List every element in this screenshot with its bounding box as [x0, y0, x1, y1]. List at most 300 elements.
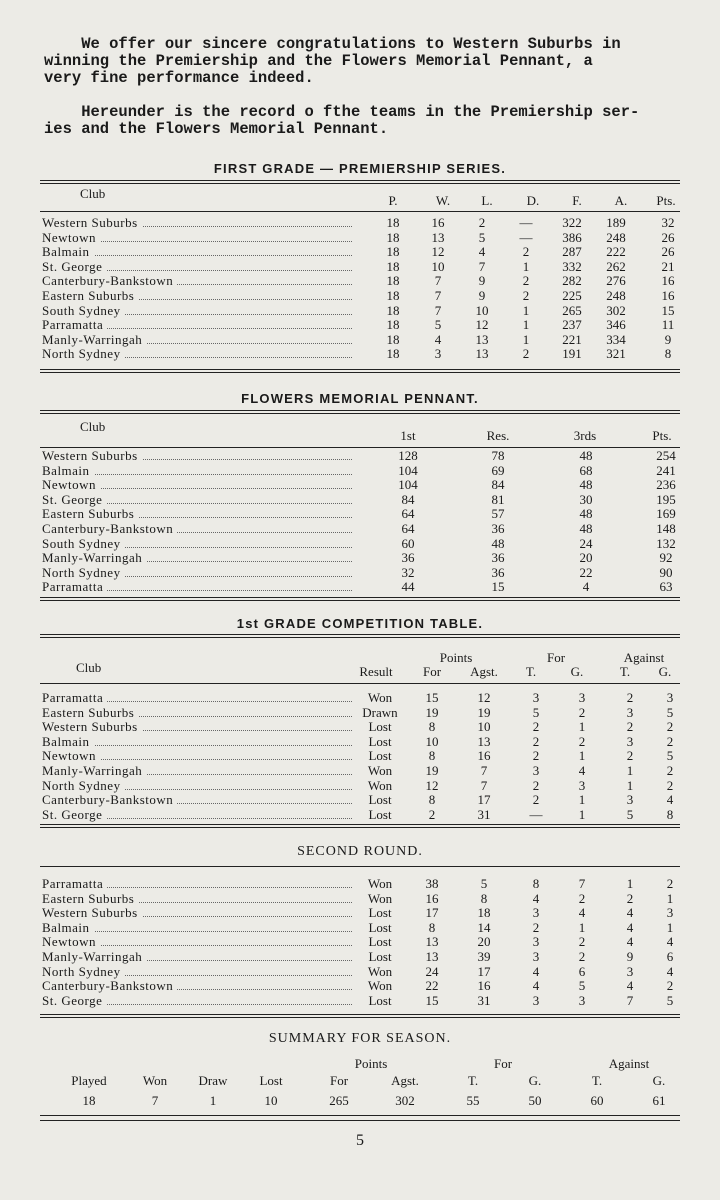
table-cell: 22	[425, 978, 439, 994]
club-name: Canterbury-Bankstown	[42, 275, 177, 287]
table-cell: 21	[661, 258, 675, 274]
table-cell: 12	[431, 244, 445, 260]
table-cell: 10	[475, 302, 489, 318]
table-cell: 3	[626, 963, 634, 979]
table-row	[42, 951, 682, 963]
club-name: Parramatta	[42, 581, 107, 593]
divider	[40, 1014, 680, 1018]
table-row	[42, 258, 682, 274]
club-name: Parramatta	[42, 692, 107, 704]
table-cell: 12	[477, 690, 491, 705]
intro-line: ies and the Flowers Memorial Pennant.	[44, 120, 389, 138]
table-cell: 36	[491, 550, 505, 566]
club-name: South Sydney	[42, 305, 125, 317]
summary-header: Agst.	[391, 1073, 419, 1088]
table-cell: 2	[522, 273, 530, 289]
table-row	[42, 302, 682, 318]
table-cell: 322	[562, 215, 582, 230]
table-cell: 16	[661, 273, 675, 289]
table-row	[42, 246, 682, 258]
table-cell: 15	[491, 579, 505, 595]
table-cell: 2	[666, 978, 674, 994]
divider	[40, 180, 680, 184]
table-row	[42, 348, 682, 360]
table-cell: 12	[425, 777, 439, 793]
table-cell: 11	[661, 317, 675, 333]
table-row	[42, 331, 682, 347]
table-row	[42, 535, 682, 551]
table-cell: 22	[579, 564, 593, 580]
table-cell: 3	[666, 690, 674, 705]
table-row	[42, 581, 682, 593]
table-cell: 104	[398, 462, 418, 478]
table-cell: 38	[425, 876, 439, 891]
table-cell: 18	[386, 258, 400, 274]
table-cell: 5	[666, 748, 674, 764]
summary-value: 50	[528, 1093, 542, 1108]
table-row	[42, 750, 682, 762]
table-cell: 36	[491, 564, 505, 580]
club-name: Manly-Warringah	[42, 552, 146, 564]
divider	[40, 634, 680, 638]
divider	[40, 866, 680, 867]
club-name: Western Suburbs	[42, 721, 142, 733]
club-name: North Sydney	[42, 966, 125, 978]
table-cell: 8	[666, 806, 674, 822]
table-cell: 9	[626, 949, 634, 964]
table-cell: Drawn	[362, 704, 398, 720]
table-cell: 2	[522, 244, 530, 260]
table-row	[42, 963, 682, 979]
table-cell: 9	[664, 331, 672, 347]
table-cell: 2	[666, 777, 674, 793]
table-cell: 221	[562, 331, 582, 347]
table-cell: 9	[478, 273, 486, 289]
table-cell: 148	[656, 521, 676, 536]
table-cell: 265	[562, 302, 582, 318]
divider	[40, 824, 680, 828]
table-cell: 18	[386, 229, 400, 245]
table-cell: 57	[491, 506, 505, 522]
table-cell: 4	[532, 890, 540, 906]
table-cell: 26	[661, 244, 675, 260]
club-name: Eastern Suburbs	[42, 290, 138, 302]
club-name: Canterbury-Bankstown	[42, 980, 177, 992]
table-cell: 104	[398, 477, 418, 493]
table-row	[42, 936, 682, 948]
club-name: Western Suburbs	[42, 217, 142, 229]
club-name: St. George	[42, 494, 106, 506]
table-cell: 19	[425, 704, 439, 720]
table-cell: 2	[626, 748, 634, 764]
table-cell: Lost	[368, 719, 392, 735]
table-cell: 92	[659, 550, 673, 566]
table-row	[42, 491, 682, 507]
table-cell: 254	[656, 448, 676, 463]
divider	[40, 683, 680, 684]
club-name: Newtown	[42, 750, 100, 762]
table-cell: 13	[477, 733, 491, 749]
divider	[40, 597, 680, 601]
table-cell: 225	[562, 288, 582, 303]
summary-header: G.	[528, 1073, 542, 1088]
table-cell: Won	[367, 763, 393, 778]
table-cell: 19	[425, 763, 439, 778]
table-cell: 2	[532, 733, 540, 749]
table-cell: 1	[522, 302, 530, 318]
summary-value: 10	[264, 1093, 278, 1108]
table-cell: 4	[666, 792, 674, 808]
table-cell: 18	[477, 905, 491, 921]
table-cell: 15	[425, 992, 439, 1008]
club-name: Eastern Suburbs	[42, 508, 138, 520]
table-cell: Won	[367, 876, 393, 891]
table-cell: 2	[626, 690, 634, 705]
header-points-against: Agst.	[470, 664, 498, 679]
table-cell: 2	[666, 876, 674, 891]
club-name: Parramatta	[42, 319, 107, 331]
table-row	[42, 523, 682, 535]
table-cell: 1	[578, 919, 586, 935]
divider	[40, 1120, 680, 1121]
group-header-for: For	[546, 650, 566, 665]
table-cell: 3	[532, 934, 540, 950]
table-cell: 2	[522, 346, 530, 362]
table-cell: 248	[606, 288, 626, 303]
intro-paragraph-1	[44, 36, 684, 87]
table-cell: 237	[562, 317, 582, 333]
table-cell: 6	[666, 949, 674, 964]
table-cell: 1	[626, 876, 634, 891]
group-header-points: Points	[439, 650, 473, 665]
table-cell: 3	[578, 690, 586, 705]
second-round-title: SECOND ROUND.	[297, 844, 423, 859]
table-cell: Lost	[368, 934, 392, 950]
table-cell: 7	[434, 288, 442, 303]
table-row	[42, 919, 682, 935]
table-cell: 20	[477, 934, 491, 950]
table-cell: 18	[386, 331, 400, 347]
header-for-goals: G.	[570, 664, 584, 679]
table-cell: 24	[425, 963, 439, 979]
table-row	[42, 229, 682, 245]
intro-line: winning the Premiership and the Flowers Memorial Pennant, a	[44, 52, 593, 70]
table-cell: 48	[579, 477, 593, 493]
table-row	[42, 564, 682, 580]
table-cell: 8	[480, 890, 488, 906]
table-cell: 13	[475, 331, 489, 347]
table-cell: Lost	[368, 792, 392, 808]
header-lost: L.	[481, 193, 493, 208]
header-club: Club	[80, 186, 106, 201]
club-name: St. George	[42, 995, 106, 1007]
divider	[40, 1115, 680, 1116]
table-cell: 14	[477, 919, 491, 935]
club-name: Balmain	[42, 465, 94, 477]
table-cell: 7	[480, 763, 488, 778]
table-cell: 2	[666, 733, 674, 749]
header-for-tries: T.	[525, 664, 537, 679]
club-name: Manly-Warringah	[42, 765, 146, 777]
table-cell: 191	[562, 346, 582, 362]
table-cell: 18	[386, 302, 400, 318]
table-cell: 3	[532, 992, 540, 1008]
table-cell: 8	[664, 346, 672, 362]
club-name: Manly-Warringah	[42, 951, 146, 963]
summary-header: Lost	[259, 1073, 283, 1088]
summary-value: 18	[82, 1093, 96, 1108]
table-cell: 44	[401, 579, 415, 595]
header-for: F.	[572, 193, 582, 208]
table-cell: Won	[367, 777, 393, 793]
table-row	[42, 319, 682, 331]
table-cell: —	[519, 229, 533, 245]
table-cell: 2	[532, 719, 540, 735]
table-cell: 3	[532, 949, 540, 964]
table-cell: Lost	[368, 919, 392, 935]
table-cell: 4	[666, 934, 674, 950]
table-cell: 48	[579, 521, 593, 536]
table-cell: 302	[606, 302, 626, 318]
table-cell: 18	[386, 317, 400, 333]
table-cell: 7	[434, 273, 442, 289]
intro-paragraph-2	[44, 104, 684, 138]
table-cell: 10	[431, 258, 445, 274]
table-cell: Won	[367, 890, 393, 906]
group-header-against: Against	[623, 650, 665, 665]
club-name: Eastern Suburbs	[42, 707, 138, 719]
table-cell: 5	[666, 992, 674, 1008]
table-cell: 1	[626, 763, 634, 778]
table-cell: 4	[626, 934, 634, 950]
header-result: Result	[359, 664, 393, 679]
club-name: Manly-Warringah	[42, 334, 146, 346]
table-cell: 81	[491, 491, 505, 507]
table-cell: 18	[386, 346, 400, 362]
table-cell: 222	[606, 244, 626, 260]
table-cell: 346	[606, 317, 626, 333]
table-cell: 4	[532, 963, 540, 979]
summary-header: T.	[467, 1073, 479, 1088]
header-against-tries: T.	[619, 664, 631, 679]
header-won: W.	[435, 193, 451, 208]
table-row	[42, 890, 682, 906]
table-cell: 60	[401, 535, 415, 551]
table-cell: 17	[477, 792, 491, 808]
table-cell: Lost	[368, 905, 392, 921]
table-cell: 334	[606, 331, 626, 347]
table-cell: 3	[578, 992, 586, 1008]
table-row	[42, 806, 682, 822]
table-cell: 4	[626, 905, 634, 921]
table-cell: 169	[656, 506, 676, 522]
summary-value: 55	[466, 1093, 480, 1108]
header-played: P.	[388, 193, 398, 208]
table-cell: 7	[480, 777, 488, 793]
table-row	[42, 980, 682, 992]
table-cell: 6	[578, 963, 586, 979]
table-cell: 10	[425, 733, 439, 749]
table-cell: 4	[434, 331, 442, 347]
table-cell: 3	[532, 763, 540, 778]
page-number: 5	[356, 1132, 364, 1149]
table-cell: 20	[579, 550, 593, 566]
table-cell: 18	[386, 288, 400, 303]
table-cell: 16	[431, 215, 445, 230]
club-name: Eastern Suburbs	[42, 893, 138, 905]
table-cell: 7	[478, 258, 486, 274]
table-cell: 2	[522, 288, 530, 303]
header-against: A.	[614, 193, 628, 208]
table-cell: 64	[401, 521, 415, 536]
intro-line: We offer our sincere congratulations to Western Suburbs in	[44, 35, 621, 53]
table-cell: 3	[532, 690, 540, 705]
club-name: Newtown	[42, 936, 100, 948]
header-points: Pts.	[652, 428, 672, 443]
club-name: North Sydney	[42, 348, 125, 360]
header-drawn: D.	[526, 193, 540, 208]
header-points: Pts.	[656, 193, 676, 208]
table-row	[42, 907, 682, 919]
summary-value: 61	[652, 1093, 666, 1108]
table-cell: 1	[578, 748, 586, 764]
table-cell: 2	[532, 748, 540, 764]
table-cell: 48	[491, 535, 505, 551]
table-cell: 332	[562, 258, 582, 274]
table-cell: 15	[661, 302, 675, 318]
table-row	[42, 275, 682, 287]
table-cell: 13	[425, 934, 439, 950]
table-cell: 48	[579, 506, 593, 522]
table-cell: 5	[434, 317, 442, 333]
club-name: Balmain	[42, 736, 94, 748]
table-cell: 31	[477, 992, 491, 1008]
summary-header: Played	[71, 1073, 107, 1088]
table-cell: 2	[578, 949, 586, 964]
premiership-title: FIRST GRADE — PREMIERSHIP SERIES.	[213, 161, 507, 176]
table-cell: 276	[606, 273, 626, 289]
table-cell: 5	[578, 978, 586, 994]
table-cell: Won	[367, 690, 393, 705]
table-row	[42, 450, 682, 462]
table-cell: 2	[666, 719, 674, 735]
header-against-goals: G.	[658, 664, 672, 679]
table-cell: 8	[428, 719, 436, 735]
table-cell: 195	[656, 491, 676, 507]
header-reserves: Res.	[486, 428, 510, 443]
summary-header: Won	[142, 1073, 168, 1088]
table-cell: 5	[532, 704, 540, 720]
table-cell: 26	[661, 229, 675, 245]
table-row	[42, 733, 682, 749]
table-cell: 13	[425, 949, 439, 964]
club-name: Canterbury-Bankstown	[42, 794, 177, 806]
club-name: Western Suburbs	[42, 450, 142, 462]
table-cell: 4	[626, 978, 634, 994]
table-cell: 287	[562, 244, 582, 260]
table-cell: 32	[661, 215, 675, 230]
table-cell: 7	[434, 302, 442, 318]
table-cell: 4	[582, 579, 590, 595]
table-cell: 5	[626, 806, 634, 822]
table-cell: 1	[666, 890, 674, 906]
table-cell: 1	[578, 719, 586, 735]
competition-title: 1st GRADE COMPETITION TABLE.	[236, 616, 484, 631]
table-cell: 2	[532, 777, 540, 793]
table-cell: 132	[656, 535, 676, 551]
table-row	[42, 794, 682, 806]
table-cell: 1	[578, 792, 586, 808]
table-cell: 2	[666, 763, 674, 778]
table-cell: Lost	[368, 733, 392, 749]
table-cell: 2	[478, 215, 486, 230]
table-cell: 3	[666, 905, 674, 921]
table-row	[42, 692, 682, 704]
table-cell: 3	[532, 905, 540, 921]
table-cell: Won	[367, 978, 393, 994]
table-cell: 2	[428, 806, 436, 822]
table-cell: 1	[522, 331, 530, 347]
divider	[40, 211, 680, 212]
table-row	[42, 217, 682, 229]
table-cell: 3	[626, 792, 634, 808]
table-cell: Lost	[368, 806, 392, 822]
club-name: Newtown	[42, 232, 100, 244]
table-cell: 4	[626, 919, 634, 935]
table-cell: 13	[431, 229, 445, 245]
table-cell: 7	[626, 992, 634, 1008]
table-cell: 2	[578, 704, 586, 720]
table-cell: —	[529, 806, 543, 822]
summary-value: 7	[151, 1093, 159, 1108]
table-cell: 16	[477, 748, 491, 764]
table-row	[42, 508, 682, 520]
table-cell: 7	[578, 876, 586, 891]
intro-line: Hereunder is the record o fthe teams in the Premiership ser-	[44, 103, 640, 121]
group-header-against: Against	[608, 1056, 650, 1071]
table-cell: 2	[626, 719, 634, 735]
summary-value: 1	[209, 1093, 217, 1108]
table-cell: 18	[386, 273, 400, 289]
table-cell: 386	[562, 229, 582, 245]
table-cell: 78	[491, 448, 505, 463]
table-cell: 8	[532, 876, 540, 891]
table-cell: 2	[626, 890, 634, 906]
table-cell: 2	[532, 919, 540, 935]
table-cell: 84	[401, 491, 415, 507]
table-cell: 32	[401, 564, 415, 580]
table-cell: 4	[666, 963, 674, 979]
summary-header: For	[329, 1073, 349, 1088]
table-cell: 69	[491, 462, 505, 478]
club-name: Parramatta	[42, 878, 107, 890]
club-name: Western Suburbs	[42, 907, 142, 919]
summary-header: Draw	[198, 1073, 228, 1088]
table-cell: 2	[578, 733, 586, 749]
table-cell: 36	[401, 550, 415, 566]
table-cell: 18	[386, 215, 400, 230]
club-name: North Sydney	[42, 780, 125, 792]
club-name: South Sydney	[42, 538, 125, 550]
group-header-points: Points	[354, 1056, 388, 1071]
table-cell: 31	[477, 806, 491, 822]
table-cell: 48	[579, 448, 593, 463]
club-name: St. George	[42, 261, 106, 273]
table-cell: 17	[477, 963, 491, 979]
pennant-title: FLOWERS MEMORIAL PENNANT.	[241, 391, 479, 406]
header-first: 1st	[400, 428, 416, 443]
summary-value: 60	[590, 1093, 604, 1108]
